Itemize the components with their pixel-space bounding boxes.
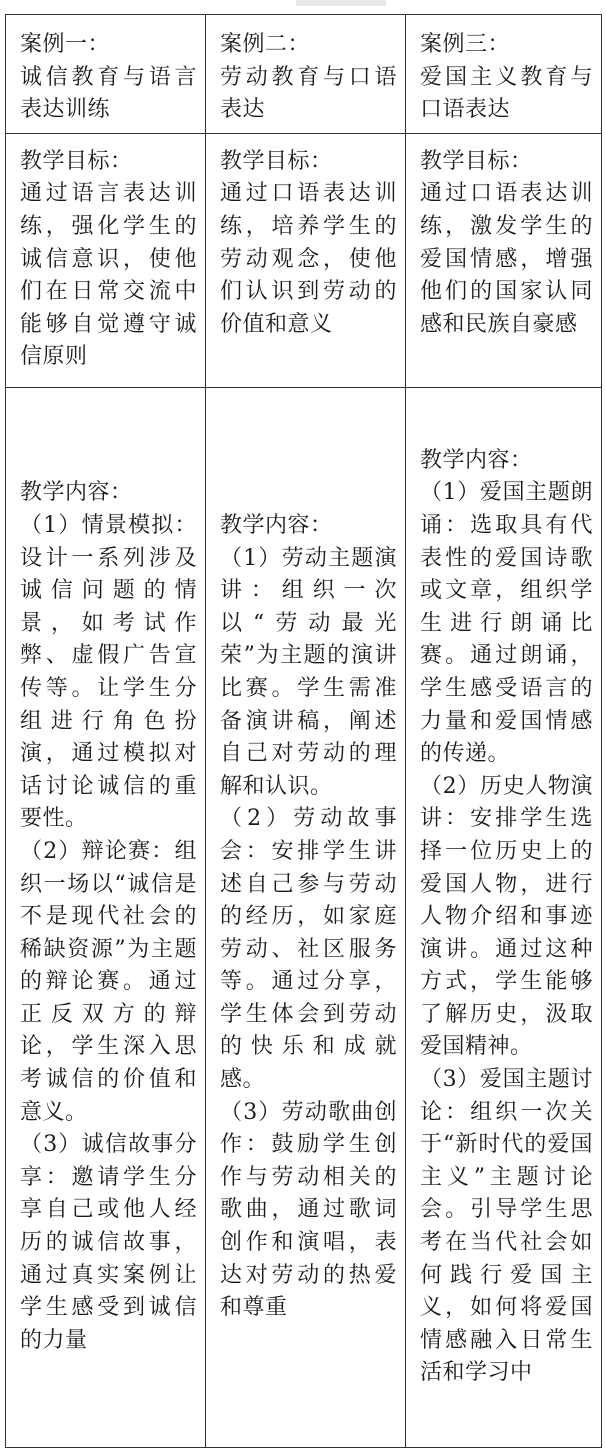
case-1-content-item: （2）辩论赛：组织一场以“诚信是不是现代社会的稀缺资源”为主题的辩论赛。通过正反双方的辩论，学生深入思考诚信的价值和意义。: [20, 838, 197, 1125]
case-1-title-cell: [6, 15, 206, 134]
scan-edge-mark: [296, 0, 386, 6]
case-1-title: 诚信教育与语言表达训练: [20, 64, 197, 123]
case-1-content-cell: [6, 387, 206, 1447]
case-2-content-item: （1）劳动主题演讲：组织一次以“劳动最光荣”为主题的演讲比赛。学生需准备演讲稿，阐述自己对劳动的理解和认识。: [220, 545, 397, 799]
case-2-goal-cell: [206, 133, 406, 387]
case-1-goal-label: 教学目标：: [20, 148, 133, 174]
case-2-content-item: （3）劳动歌曲创作：鼓励学生创作与劳动相关的歌曲，通过歌词创作和演唱，表达对劳动的热爱和尊重: [220, 1099, 397, 1321]
case-1-content-item: （1）情景模拟：设计一系列涉及诚信问题的情景，如考试作弊、虚假广告宣传等。让学生分组进行角色扮演，通过模拟对话讨论诚信的重要性。: [20, 512, 197, 832]
case-3-label: 案例三：: [420, 32, 511, 57]
teaching-content-row: [6, 387, 602, 1447]
teaching-cases-table: [5, 14, 602, 1448]
case-3-content-label: 教学内容：: [420, 447, 533, 473]
case-3-content-item: （1）爱国主题朗诵：选取具有代表性的爱国诗歌或文章，组织学生进行朗诵比赛。通过朗诵，学生感受语言的力量和爱国情感的传递。: [420, 480, 593, 767]
case-1-content-item: （3）诚信故事分享：邀请学生分享自己或他人经历的诚信故事，通过真实案例让学生感受到诚信的力量: [20, 1132, 197, 1353]
case-2-title-cell: [206, 15, 406, 134]
case-3-content-item: （3）爱国主题讨论：组织一次关于“新时代的爱国主义”主题讨论会。引导学生思考在当代社会如何践行爱国主义，如何将爱国情感融入日常生活和学习中: [420, 1067, 593, 1386]
case-2-goal-label: 教学目标：: [220, 148, 333, 174]
case-1-goal-text: 通过语言表达训练，强化学生的诚信意识，使他们在日常交流中能够自觉遵守诚信原则: [20, 181, 197, 370]
case-2-label: 案例二：: [220, 32, 311, 57]
case-3-goal-cell: [406, 133, 602, 387]
case-3-title-cell: [406, 15, 602, 134]
case-3-goal-text: 通过口语表达训练，激发学生的爱国情感，增强他们的国家认同感和民族自豪感: [420, 181, 593, 337]
case-2-content-cell: [206, 387, 406, 1447]
case-3-content-item: （2）历史人物演讲：安排学生选择一位历史上的爱国人物，进行人物介绍和事迹演讲。通过这种方式，学生能够了解历史，汲取爱国精神。: [420, 773, 593, 1060]
case-3-goal-label: 教学目标：: [420, 148, 533, 174]
case-1-content-label: 教学内容：: [20, 480, 133, 506]
case-2-goal-text: 通过口语表达训练，培养学生的劳动观念，使他们认识到劳动的价值和意义: [220, 181, 397, 337]
case-1-goal-cell: [6, 133, 206, 387]
case-2-title: 劳动教育与口语表达: [220, 64, 397, 123]
teaching-goal-row: [6, 133, 602, 387]
case-3-title: 爱国主义教育与口语表达: [420, 64, 593, 123]
case-2-content-item: （2）劳动故事会：安排学生讲述自己参与劳动的经历，如家庭劳动、社区服务等。通过分享，学生体会到劳动的快乐和成就感。: [220, 806, 397, 1093]
case-title-row: [6, 15, 602, 134]
case-1-label: 案例一：: [20, 32, 111, 57]
case-3-content-cell: [406, 387, 602, 1447]
case-2-content-label: 教学内容：: [220, 512, 333, 538]
